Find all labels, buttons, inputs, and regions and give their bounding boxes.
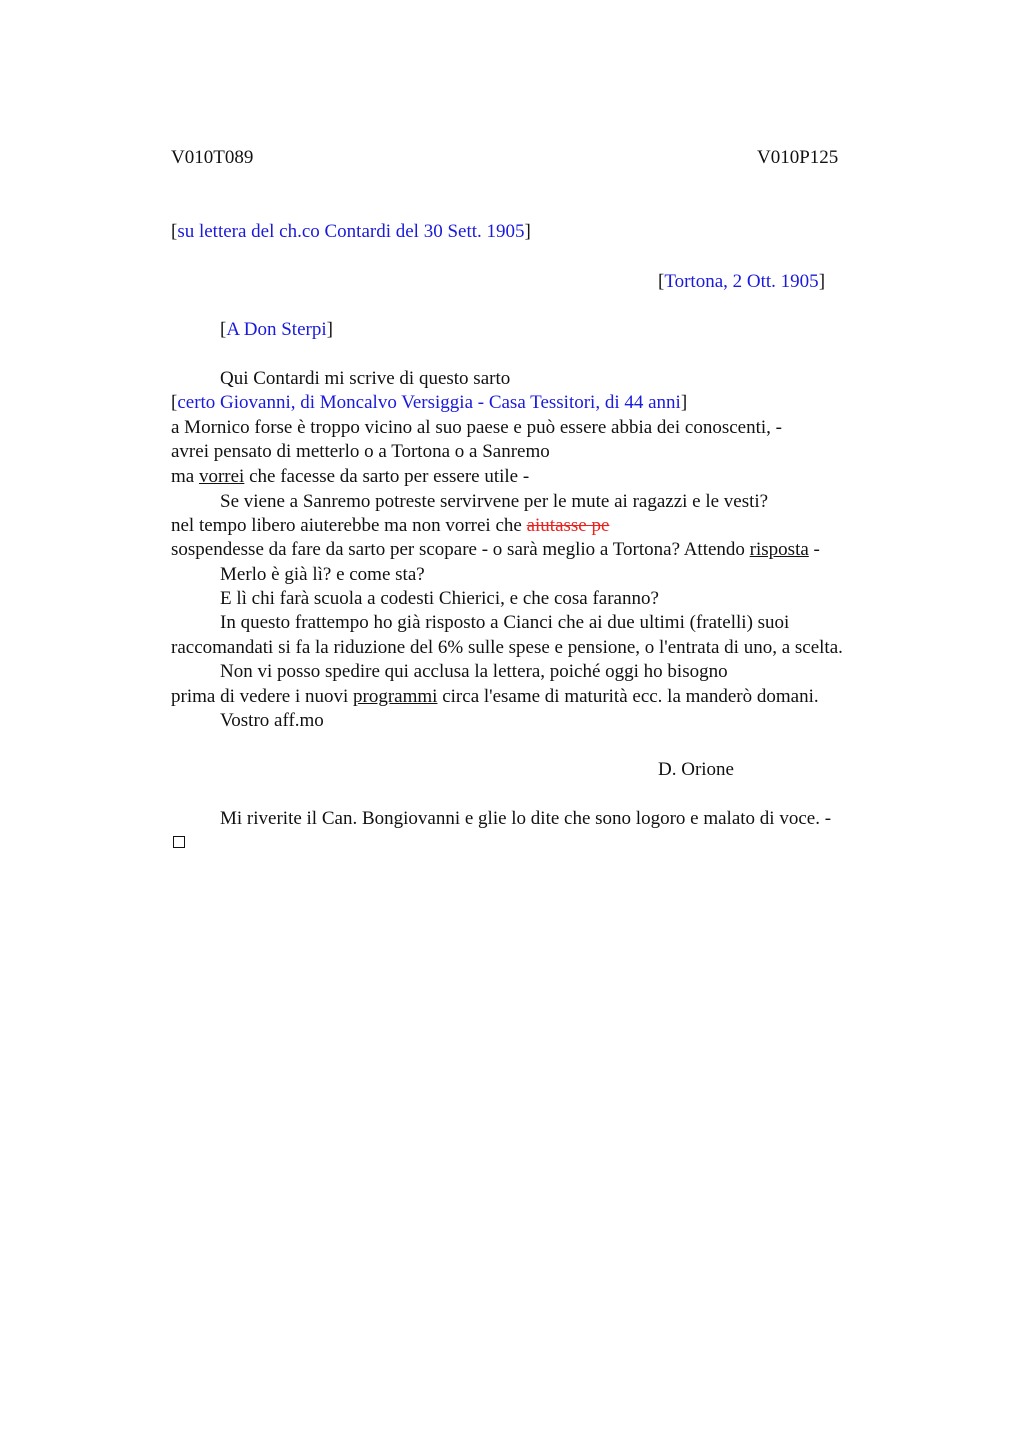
body-line: raccomandati si fa la riduzione del 6% sulle spese e pensione, o l'entrata di uno, a scelta. (171, 637, 843, 658)
editor-note-text: certo Giovanni, di Moncalvo Versiggia - Casa Tessitori, di 44 anni (177, 392, 681, 413)
body-line: In questo frattempo ho già risposto a Cianci che ai due ultimi (fratelli) suoi (220, 612, 790, 633)
editor-note: [certo Giovanni, di Moncalvo Versiggia - Casa Tessitori, di 44 anni] (171, 392, 688, 413)
header-left-code: V010T089 (171, 147, 254, 168)
body-line: Se viene a Sanremo potreste servirvene per le mute ai ragazzi e le vesti? (220, 491, 769, 512)
header-right-code: V010P125 (757, 147, 839, 168)
underlined-word: vorrei (198, 466, 245, 487)
place-date-text: Tortona, 2 Ott. 1905 (664, 271, 819, 292)
body-text: circa l'esame di maturità ecc. la manderò domani. (437, 686, 819, 707)
body-text: prima di vedere i nuovi (171, 686, 354, 707)
body-line: Qui Contardi mi scrive di questo sarto (220, 368, 511, 389)
underlined-word: programmi (353, 686, 438, 707)
body-line (171, 685, 819, 709)
body-line: avrei pensato di metterlo o a Tortona o a Sanremo (171, 441, 550, 462)
body-text: - (808, 539, 820, 560)
empty-box-icon (173, 836, 185, 848)
addressee: [A Don Sterpi] (220, 319, 333, 340)
signature: D. Orione (658, 759, 734, 780)
body-text: che facesse da sarto per essere utile - (244, 466, 530, 487)
body-text: sospendesse da fare da sarto per scopare - o sarà meglio a Tortona? Attendo (171, 539, 750, 560)
body-line: E lì chi farà scuola a codesti Chierici, e che cosa faranno? (220, 588, 659, 609)
addressee-text: A Don Sterpi (226, 319, 327, 340)
struck-text: aiutasse pe (526, 515, 610, 536)
body-line (171, 538, 820, 562)
closing: Vostro aff.mo (220, 710, 324, 731)
underlined-word: risposta (749, 539, 809, 560)
body-text: ma (171, 466, 199, 487)
source-note-text: su lettera del ch.co Contardi del 30 Sett. 1905 (177, 221, 525, 242)
place-date: [Tortona, 2 Ott. 1905] (658, 271, 826, 292)
body-line: Merlo è già lì? e come sta? (220, 564, 425, 585)
source-note: [su lettera del ch.co Contardi del 30 Sett. 1905] (171, 221, 531, 242)
body-text: nel tempo libero aiuterebbe ma non vorrei che (171, 515, 527, 536)
body-line: Non vi posso spedire qui acclusa la lettera, poiché oggi ho bisogno (220, 661, 728, 682)
body-line: a Mornico forse è troppo vicino al suo paese e può essere abbia dei conoscenti, - (171, 417, 782, 438)
body-line (171, 514, 609, 538)
postscript: Mi riverite il Can. Bongiovanni e glie lo dite che sono logoro e malato di voce. - (220, 808, 832, 829)
body-line (171, 465, 529, 489)
